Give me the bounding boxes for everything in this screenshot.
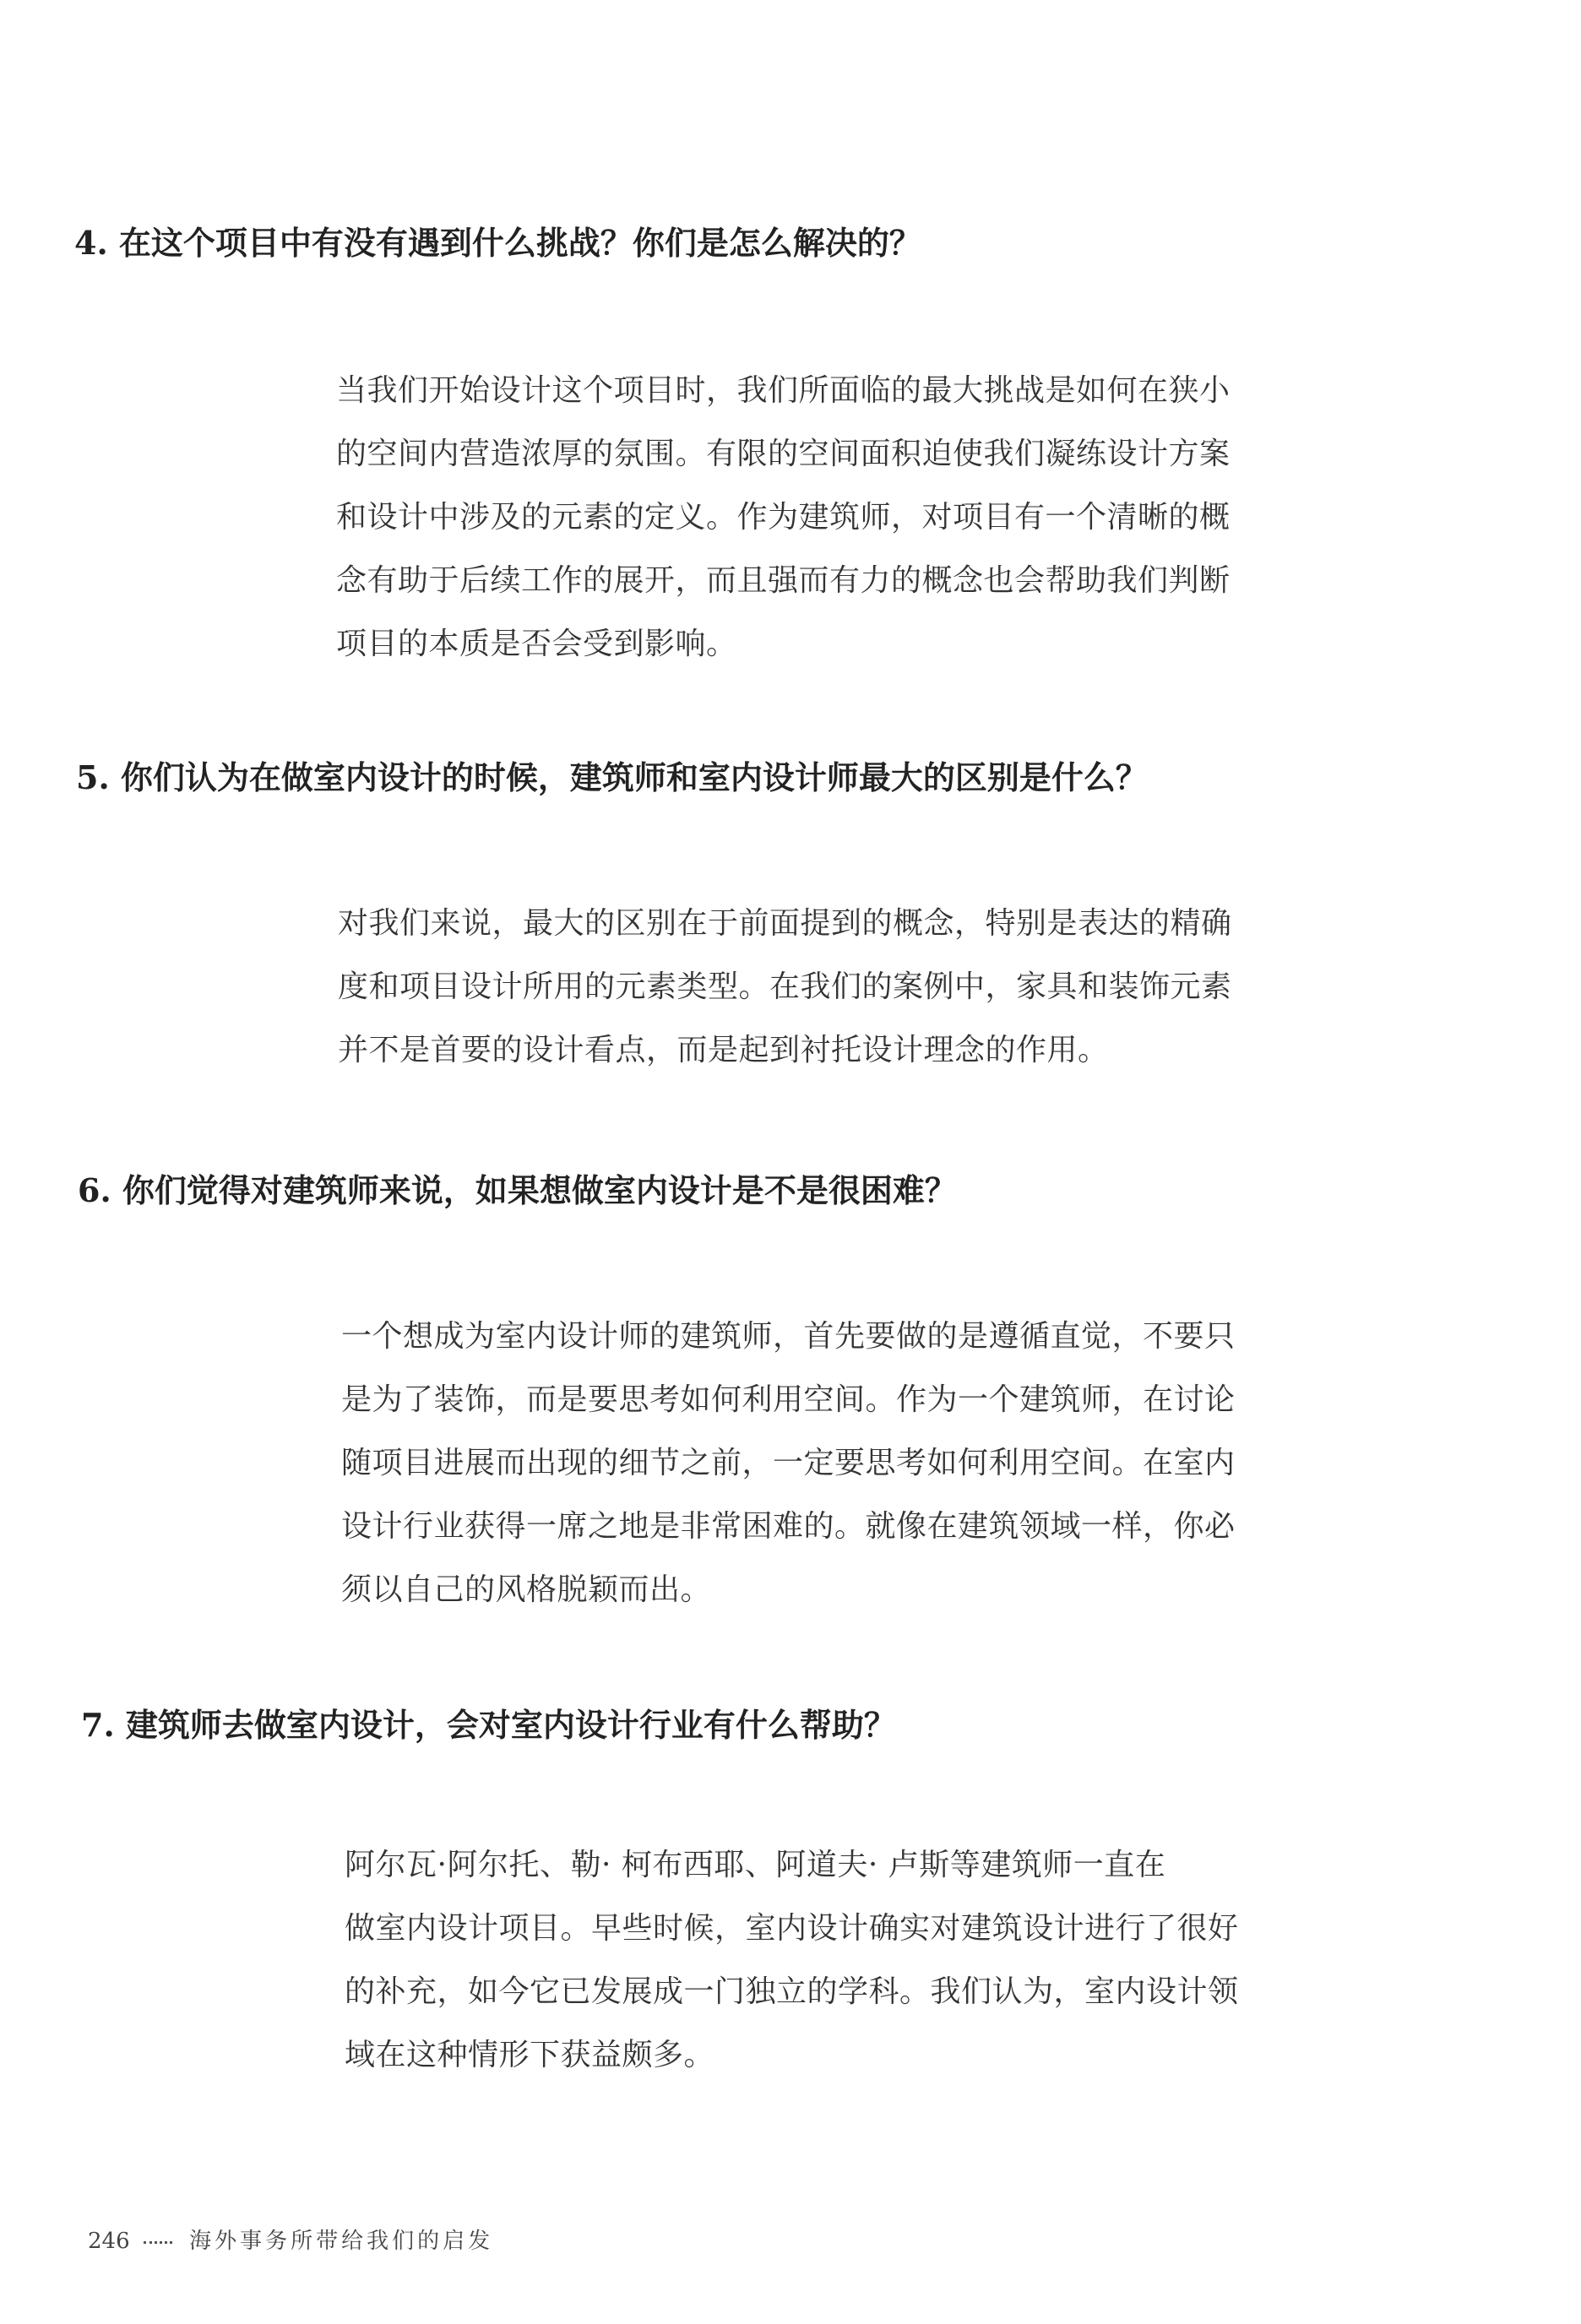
question-heading: 5. 你们认为在做室内设计的时候，建筑师和室内设计师最大的区别是什么？	[76, 758, 1148, 796]
answer-paragraph	[338, 892, 1274, 1082]
answer-line: 设计行业获得一席之地是非常困难的。就像在建筑领域一样，你必	[341, 1509, 1236, 1544]
answer-paragraph	[336, 359, 1272, 676]
answer-line: 的补充，如今它已发展成一门独立的学科。我们认为，室内设计领	[345, 1974, 1239, 2009]
answer-line: 是为了装饰，而是要思考如何利用空间。作为一个建筑师，在讨论	[341, 1382, 1236, 1417]
book-title: 海外事务所带给我们的启发	[189, 2229, 494, 2254]
answer-line: 和设计中涉及的元素的定义。作为建筑师，对项目有一个清晰的概	[336, 500, 1231, 535]
answer-line: 阿尔瓦·阿尔托、勒· 柯布西耶、阿道夫· 卢斯等建筑师一直在	[345, 1848, 1166, 1882]
answer-line: 一个想成为室内设计师的建筑师，首先要做的是遵循直觉，不要只	[341, 1319, 1236, 1354]
answer-paragraph	[341, 1305, 1277, 1621]
question-heading: 7. 建筑师去做室内设计，会对室内设计行业有什么帮助？	[81, 1706, 896, 1744]
answer-line: 度和项目设计所用的元素类型。在我们的案例中，家具和装饰元素	[338, 969, 1232, 1004]
footer-divider	[144, 2241, 172, 2244]
answer-line: 的空间内营造浓厚的氛围。有限的空间面积迫使我们凝练设计方案	[336, 437, 1231, 471]
answer-line: 做室内设计项目。早些时候，室内设计确实对建筑设计进行了很好	[345, 1911, 1239, 1946]
answer-line: 随项目进展而出现的细节之前，一定要思考如何利用空间。在室内	[341, 1446, 1236, 1480]
answer-line: 念有助于后续工作的展开，而且强而有力的概念也会帮助我们判断	[336, 563, 1231, 598]
question-heading: 6. 你们觉得对建筑师来说，如果想做室内设计是不是很困难？	[78, 1171, 957, 1209]
page-footer	[88, 2226, 493, 2256]
answer-line: 须以自己的风格脱颖而出。	[341, 1572, 712, 1607]
answer-line: 对我们来说，最大的区别在于前面提到的概念，特别是表达的精确	[338, 906, 1232, 941]
answer-line: 当我们开始设计这个项目时，我们所面临的最大挑战是如何在狭小	[336, 373, 1231, 408]
answer-line: 域在这种情形下获益颇多。	[345, 2038, 715, 2072]
page-number: 246	[88, 2229, 130, 2254]
answer-line: 项目的本质是否会受到影响。	[336, 627, 737, 661]
question-heading: 4. 在这个项目中有没有遇到什么挑战？你们是怎么解决的？	[74, 224, 921, 262]
answer-paragraph	[345, 1833, 1280, 2087]
answer-line: 并不是首要的设计看点，而是起到衬托设计理念的作用。	[338, 1033, 1109, 1067]
